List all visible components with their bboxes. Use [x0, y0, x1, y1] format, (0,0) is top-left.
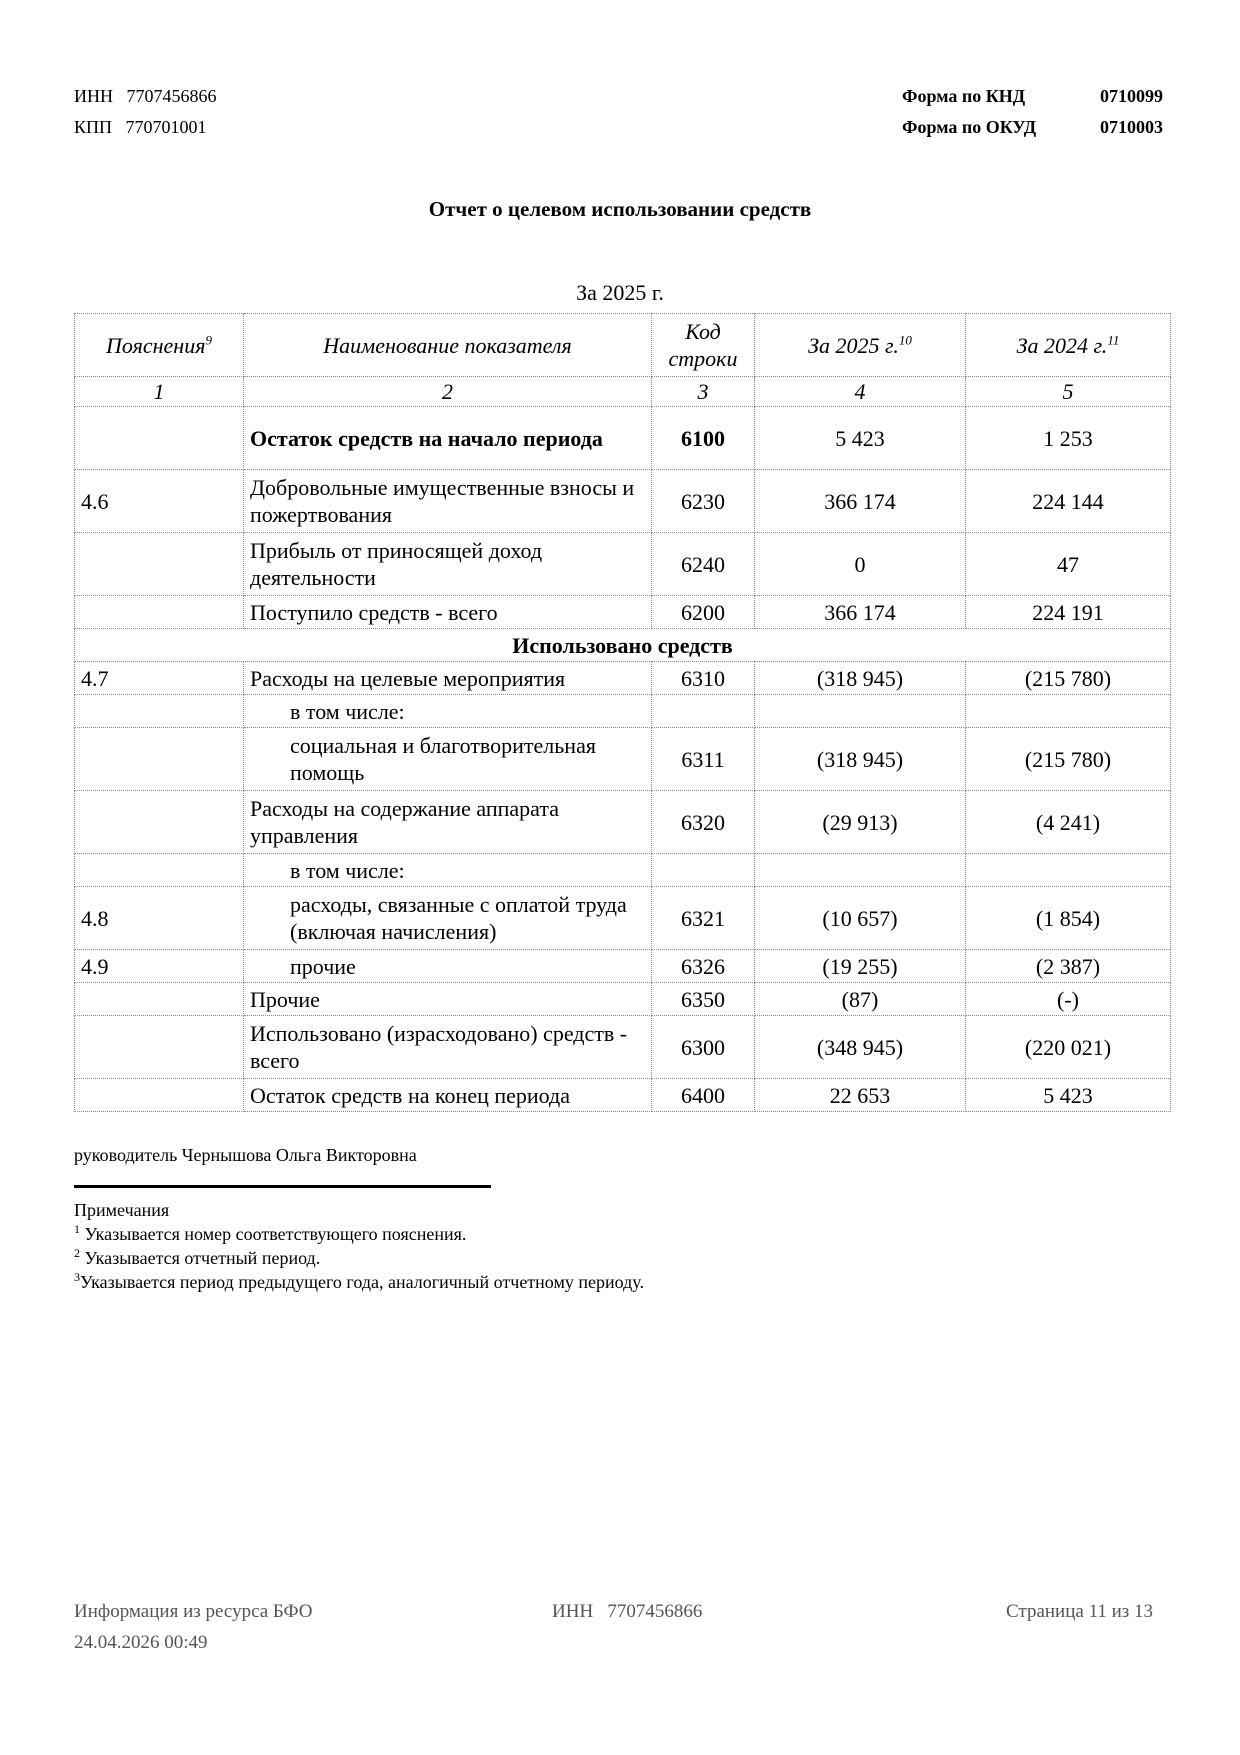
- row-code: 6300: [652, 1016, 755, 1079]
- table-row: [75, 791, 1171, 854]
- table-row: [75, 854, 1171, 887]
- table-row: [75, 695, 1171, 728]
- row-name: в том числе:: [244, 854, 652, 887]
- row-note: [75, 695, 244, 728]
- row-previous: [966, 854, 1171, 887]
- table-row: [75, 407, 1171, 470]
- kpp-line: [74, 117, 207, 137]
- row-previous: (4 241): [966, 791, 1171, 854]
- row-current: (19 255): [755, 950, 966, 983]
- note-item: $^2$ Указывается отчетный период.: [74, 1246, 321, 1268]
- section-row: [75, 629, 1171, 662]
- row-previous: (-): [966, 983, 1171, 1016]
- kpp-value: 770701001: [125, 117, 207, 137]
- notes-title: Примечания: [74, 1200, 170, 1220]
- col-number: 4: [755, 377, 966, 407]
- table-row: [75, 950, 1171, 983]
- report-table: [74, 313, 1171, 1112]
- row-current: (318 945): [755, 728, 966, 791]
- row-previous: (215 780): [966, 662, 1171, 695]
- row-code: 6321: [652, 887, 755, 950]
- row-previous: [966, 695, 1171, 728]
- footer-inn: [552, 1601, 702, 1623]
- table-row: [75, 1079, 1171, 1112]
- row-name: Остаток средств на конец периода: [244, 1079, 652, 1112]
- footer-page-number: Страница 11 из 13: [1006, 1601, 1154, 1622]
- row-note: [75, 533, 244, 596]
- row-name: прочие: [244, 950, 652, 983]
- col-header-code: Код строки: [652, 314, 755, 377]
- inn-value: 7707456866: [126, 86, 217, 106]
- row-note: [75, 596, 244, 629]
- row-current: [755, 854, 966, 887]
- footer-inn-label: ИНН: [552, 1601, 594, 1622]
- row-current: (318 945): [755, 662, 966, 695]
- row-note: [75, 1079, 244, 1112]
- col-number: 1: [75, 377, 244, 407]
- row-name: в том числе:: [244, 695, 652, 728]
- row-code: [652, 695, 755, 728]
- row-note: 4.9: [75, 950, 244, 983]
- inn-label: ИНН: [74, 86, 113, 106]
- row-code: 6326: [652, 950, 755, 983]
- row-code: [652, 854, 755, 887]
- row-name: Прочие: [244, 983, 652, 1016]
- notes-block: [74, 1198, 644, 1294]
- knd-label: Форма по КНД: [902, 86, 1026, 106]
- row-note: [75, 791, 244, 854]
- col-number: 3: [652, 377, 755, 407]
- row-previous: (215 780): [966, 728, 1171, 791]
- report-title: Отчет о целевом использовании средств: [428, 197, 812, 221]
- table-row: [75, 1016, 1171, 1079]
- row-current: (29 913): [755, 791, 966, 854]
- okud-label: Форма по ОКУД: [902, 117, 1037, 137]
- table-row: [75, 662, 1171, 695]
- row-code: 6240: [652, 533, 755, 596]
- row-note: [75, 728, 244, 791]
- row-note: [75, 854, 244, 887]
- row-code: 6310: [652, 662, 755, 695]
- row-current: 366 174: [755, 596, 966, 629]
- col-header-name: Наименование показателя: [244, 314, 652, 377]
- table-row: [75, 470, 1171, 533]
- kpp-label: КПП: [74, 117, 113, 137]
- row-name: социальная и благотворительная помощь: [244, 728, 652, 791]
- report-period: За 2025 г.: [576, 280, 664, 305]
- footer-date: 24.04.2026 00:49: [74, 1632, 208, 1653]
- signature: руководитель Чернышова Ольга Викторовна: [74, 1145, 417, 1165]
- note-item: $^1$ Указывается номер соответствующего пояснения.: [74, 1222, 467, 1244]
- row-current: (87): [755, 983, 966, 1016]
- section-title: Использовано средств: [75, 629, 1171, 662]
- header-row: [75, 314, 1171, 377]
- row-code: 6200: [652, 596, 755, 629]
- row-name: Расходы на содержание аппарата управления: [244, 791, 652, 854]
- col-number: 2: [244, 377, 652, 407]
- table-row: [75, 596, 1171, 629]
- table-row: [75, 983, 1171, 1016]
- row-note: [75, 983, 244, 1016]
- row-current: [755, 695, 966, 728]
- row-name: Поступило средств - всего: [244, 596, 652, 629]
- row-note: 4.6: [75, 470, 244, 533]
- row-note: 4.8: [75, 887, 244, 950]
- row-previous: (2 387): [966, 950, 1171, 983]
- row-current: (348 945): [755, 1016, 966, 1079]
- row-current: 22 653: [755, 1079, 966, 1112]
- row-note: [75, 1016, 244, 1079]
- note-item: $^3$Указывается период предыдущего года, аналогичный отчетному периоду.: [74, 1270, 644, 1292]
- row-name: Остаток средств на начало периода: [244, 407, 652, 470]
- row-previous: 5 423: [966, 1079, 1171, 1112]
- row-current: 366 174: [755, 470, 966, 533]
- row-name: расходы, связанные с оплатой труда (включая начисления): [244, 887, 652, 950]
- row-previous: (220 021): [966, 1016, 1171, 1079]
- row-code: 6320: [652, 791, 755, 854]
- row-code: 6230: [652, 470, 755, 533]
- row-note: 4.7: [75, 662, 244, 695]
- row-previous: 224 144: [966, 470, 1171, 533]
- row-note: [75, 407, 244, 470]
- row-name: Добровольные имущественные взносы и пожертвования: [244, 470, 652, 533]
- row-code: 6350: [652, 983, 755, 1016]
- row-current: (10 657): [755, 887, 966, 950]
- table-row: [75, 533, 1171, 596]
- row-name: Прибыль от приносящей доход деятельности: [244, 533, 652, 596]
- row-previous: 1 253: [966, 407, 1171, 470]
- footer-source: Информация из ресурса БФО: [74, 1601, 313, 1622]
- row-previous: 224 191: [966, 596, 1171, 629]
- row-previous: (1 854): [966, 887, 1171, 950]
- okud-value: 0710003: [1100, 117, 1163, 137]
- footer-inn-value: 7707456866: [607, 1601, 703, 1622]
- row-name: Использовано (израсходовано) средств - всего: [244, 1016, 652, 1079]
- col-header-current: За 2025 г.$^{10}$: [755, 314, 966, 377]
- col-number: 5: [966, 377, 1171, 407]
- row-name: Расходы на целевые мероприятия: [244, 662, 652, 695]
- row-previous: 47: [966, 533, 1171, 596]
- footnote-divider: [74, 1185, 491, 1188]
- col-header-previous: За 2024 г.$^{11}$: [966, 314, 1171, 377]
- table-row: [75, 728, 1171, 791]
- row-current: 0: [755, 533, 966, 596]
- inn-line: [74, 86, 217, 106]
- row-code: 6311: [652, 728, 755, 791]
- table-row: [75, 887, 1171, 950]
- row-code: 6100: [652, 407, 755, 470]
- col-header-notes: Пояснения$^9$: [75, 314, 244, 377]
- column-number-row: [75, 377, 1171, 407]
- row-code: 6400: [652, 1079, 755, 1112]
- knd-value: 0710099: [1100, 86, 1163, 106]
- row-current: 5 423: [755, 407, 966, 470]
